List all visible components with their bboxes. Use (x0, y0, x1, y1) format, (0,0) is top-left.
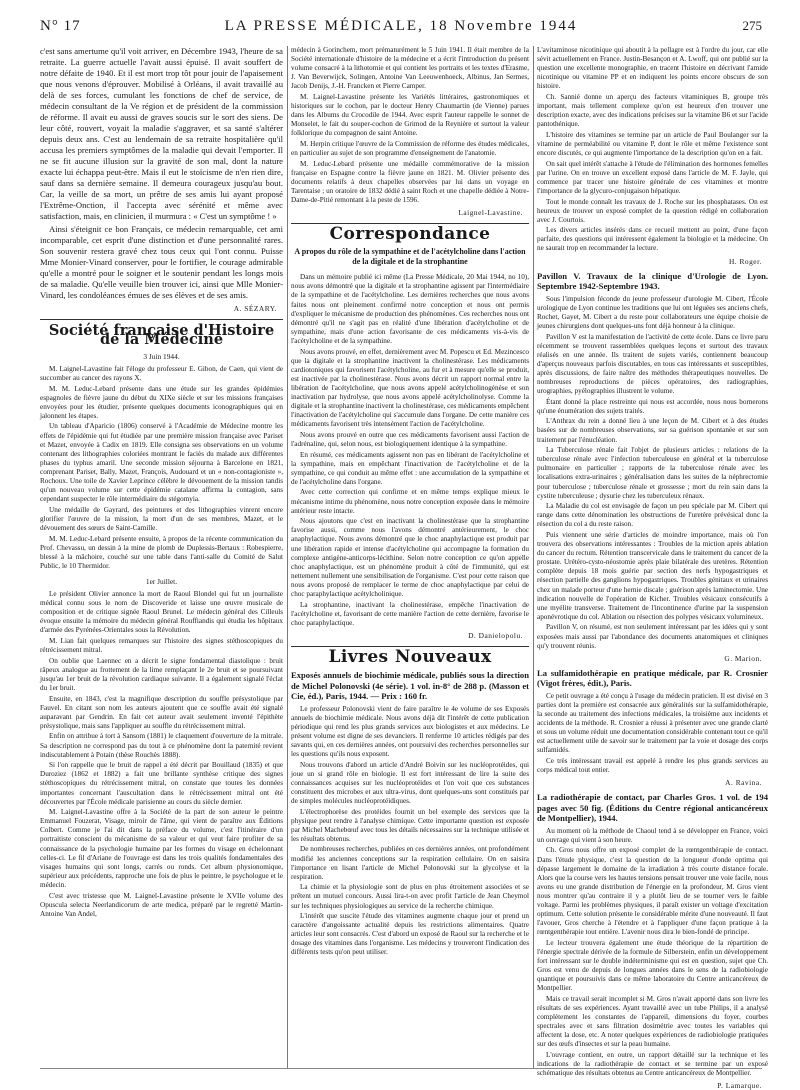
minutes-paragraph: M. Laignel-Lavastine présente les Variétés littéraires, gastronomiques et historiques sur le cochon, par le docteur Henry Chaumartin (de Vienne) parues dans les Albums du Crocodile de 1944. Avec esprit l'auteur rappelle le sonnet de Monselet, le fait du souper-cochon de Grimod de la Reynière et surtout la valeur folklorique du compagnon de saint Antoine. (291, 92, 529, 138)
review-paragraph: La Tuberculose rénale fait l'objet de plusieurs articles : relations de la tuberculose rénale avec l'infection tuberculeuse en général et la tuberculose pulmonaire en particulier ; rapports de la tuberculose rénale avec les localisations extra-urinaires ; généralisation dans les suites de la néphrectomie pour tuberculose ; tuberculose rénale et grossesse ; mort du rein sain dans la cystite tuberculeuse ; dysurie chez les tuberculeux rénaux. (537, 446, 768, 500)
minutes-paragraph: Enfin on attribue à tort à Sansom (1881) le claquement d'ouverture de la mitrale. Sa description ne correspond pas du tout à ce phénomène dont la paternité revient indiscutablement à Potain (thèse Rouchès 1888). (40, 732, 283, 759)
letter-paragraph: Nous avons prouvé, en effet, dernièrement avec M. Popescu et Ed. Mezincesco que la digitale et la strophantine inactivent la cholinestérase. Les médicaments cardiotoniques qui favorisent l'acétylcholine, au fur et à mesure qu'elle se produit, est inactivée par la cholinestérase. Nous avons décrit un rapport normal entre la libération de l'acétylcholine, que nous avons appelé acétylcholinogénèse et son inactivation par hydrolyse, que nous avons appelé acétylcholinolyse. Comme la digitale et la strophantine inactivent la cholinestérase, ces médicaments empêchent l'inactivation de l'acétylcholine qui s'accumule dans l'organe. De cette manière ces médicaments favorisent très intensément l'action de l'acétylcholine. (291, 347, 529, 429)
minutes-paragraph: Un tableau d'Aparicio (1806) conservé à l'Académie de Médecine montre les effets de l'épidémie qui fut étudiée par une première mission française avec Pariset et Mazet, envoyée à Cadix en 1819. Elle consigna ses observations en un volume contenant des lithographies coloriées montrant le faciès du malade aux différentes phases du typhus amaril. Une seconde mission séjourna à Barcelone en 1821, comprenant Pariset, Bally, Mazet, François, Audouard et un « non-contagioniste », Rochoux. Une toile de Xavier Leprince célèbre le dévouement de la mission tandis qu'un nouveau volume sur cette épidémie catalane affirma la contagion, sans cependant suspecter le rôle intermédiaire du stégomyia. (40, 422, 283, 504)
letter-paragraph: Nous ajoutons que c'est en inactivant la cholinestérase que la strophantine favorise aussi, comme nous l'avons démontré antérieurement, le choc anaphylactique. Nous avons démontré que le choc anaphylactique est produit par une libération rapide et intense d'acétylcholine qui accompagne la formation du complexe antigène-anticorps-lécithine. Selon notre conception ce qu'on appelle choc anaphylactique, est un phénomène produit à côté de l'immunité, qui est nettement nullement une sensibilisation de l'organisme. C'est pour cette raison que nous avons proposé de remplacer le terme de choc anaphylactique par celui de choc paraphylactique acétylcholinique. (291, 517, 529, 598)
minutes-paragraph: M. Laignel-Lavastine offre à la Société de la part de son auteur le peintre Emmanuel Fouzerat, Visage, miroir de l'âme, qui vient de paraître aux Éditions Colbert. Comme je l'ai dit dans la préface du volume, c'est l'itinéraire d'un portraitiste conscient du mécanisme de sa valeur et qui veut faire profiter de sa connaissance de la psychologie humaine par les formes du visage en échelonnant celles-ci. Le fil d'Ariane de l'ouvrage est dans les trois qualités fondamentales des visages humains qui sont longs, carrés ou ronds. Cet album physionomique, supérieur aux précédents, rapproche une fois de plus le peintre, le psychologue et le médecin. (40, 808, 283, 889)
letter-paragraph: Avec cette correction qui confirme et en même temps explique mieux le mécanisme intime du phénomène, nous notre conception exposée dans le mémoire antérieur reste intacte. (291, 488, 529, 515)
review-signature: H. Roger. (728, 256, 762, 266)
letter-paragraph: Nous avons prouvé en outre que ces médicaments favorisent aussi l'action de l'adrénaline, qui, selon nous, est biologiquement identique à la sympathine. (291, 430, 529, 448)
section-rule (40, 319, 283, 320)
letter-paragraph: La strophantine, inactivant la cholinestérase, empêche l'inactivation de l'acétylcholine et, favorisant de cette manière l'action de cette dernière, favorise le choc paraphylactique. (291, 600, 529, 627)
section-title-livres: Livres Nouveaux (328, 646, 492, 667)
review-paragraph: Ch. Sannié donne un aperçu des facteurs vitaminiques B, groupe très important, mais tellement complexe qu'on est heureux d'en trouver une description exacte, avec des indications précises sur la vitamine B6 et sur l'acide pantothénique. (537, 92, 769, 129)
column-3 (537, 46, 769, 1090)
review-paragraph: Étant donné la place restreinte qui nous est accordée, nous nous bornerons qu'une énumération des sujets traités. (537, 397, 768, 415)
review-paragraph: L'intérêt que suscite l'étude des vitamines augmente chaque jour et prend un caractère d'angoissante actualité depuis les restrictions alimentaires. Quatre articles leur sont consacrés. C'est d'abord un exposé de Raoul sur la recherche et le dosage des vitamines dans l'organisme. Les médecins y trouveront l'indication des différents tests qu'on peut utiliser. (291, 912, 529, 957)
session-date: 3 Juin 1944. (143, 351, 180, 361)
obituary-paragraph: Ainsi s'éteignit ce bon Français, ce médecin remarquable, cet ami incomparable, cet esprit d'une distinction et d'une personnalité rares. Son souvenir restera gravé chez tous ceux qui l'ont connu. Puisse Mme Monier-Vinard conserver, pour le fortifier, le courage admirable qu'elle a montré pour le soigner et le soutenir pendant les longs mois de sa maladie. Qu'elle veuille bien trouver ici, ainsi que Mlle Monier-Vinard, les condoléances émues de ses élèves et de ses amis. (40, 223, 283, 300)
letter-subtitle: A propos du rôle de la sympathine et de l'acétylcholine dans l'action de la digitale et de la strophantine (294, 247, 526, 267)
review-paragraph: Pavillon V, on résumé, est non seulement intéressant par les idées qui y sont exposées mais aussi par l'abondance des documents anatomiques et cliniques qu'y trouvent réunis. (537, 623, 768, 650)
review-paragraph: Sous l'impulsion féconde du jeune professeur d'urologie M. Cibert, l'École urologique de Lyon continue les traditions que lui ont léguées ses anciens chefs, Rochet, Gayet, M. Cibert a du reste pour collaborateurs une équipe choisie de jeunes chirurgiens dont quelques-uns font déjà honneur à la clinique. (537, 294, 768, 330)
review-paragraph: L'avitaminose nicotinique qui aboutit à la pellagre est à l'ordre du jour, car elle sévit actuellement en France. Justin-Besançon et A. Lwoff, qui ont publié sur la question une excellente monographie, en tracent l'histoire en décrivant l'amide nicotinique ou vitamine PP et en indiquent les points encore obscurs de son histoire. (537, 46, 768, 91)
review-paragraph: On sait quel intérêt s'attache à l'étude de l'élimination des hormones femelles par l'urine. On en trouve un excellent exposé dans l'article de M. F. Jayle, qui commence par tracer une histoire générale de ces vitamines et montre l'importance de la glycuro-conjugaison hépatique. (537, 159, 768, 195)
journal-title: LA PRESSE MÉDICALE, 18 Novembre 1944 (224, 18, 578, 34)
book-title: Exposés annuels de biochimie médicale, publiés sous la direction de Michel Polonovski (4e série). 1 vol. in-8° de 288 p. (Masson et Cie, éd.), Paris, 1944. — Prix : 160 fr. (291, 670, 529, 702)
column-2 (291, 46, 529, 1076)
review-paragraph: Au moment où la méthode de Chaoul tend à se développer en France, voici un ouvrage qui vient à son heure. (537, 826, 768, 844)
review-paragraph: La chimie et la physiologie sont de plus en plus étroitement associées et se prêtent un mutuel concours. Aussi lira-t-on avec profit l'article de Jean Cheymol sur les techniques physiologiques au service de la recherche chimique. (291, 883, 529, 910)
book-title: La sulfamidothérapie en pratique médicale, par R. Crosnier (Vigot frères, édit.), Paris. (537, 667, 768, 689)
review-paragraph: La Maladie du col est envisagée de façon un peu spéciale par M. Cibert qui range dans cette dénomination les obstructions de l'uretère prévésical donc la résection du col a du reste raison. (537, 502, 768, 529)
review-paragraph: Le professeur Polonovski vient de faire paraître le 4e volume de ses Exposés annuels de biochimie médicale. Nous avons déjà dit l'intérêt de cette publication périodique qui rend les plus grands services aux biologistes et aux médecins. Le présent volume est digne de ses devanciers. Il renferme 10 articles rédigés par des savants qui, en ces dernières années, ont poursuivi des recherches personnelles sur les questions qu'ils nous exposent. (291, 704, 529, 758)
minutes-paragraph: Une médaille de Gayrard, des peintures et des lithographies vinrent encore glorifier l'œuvre de la mission, la mort d'un de ses membres, Mazet, et le dévouement des sœurs de Saint-Camille. (40, 505, 283, 532)
session-date: 1er Juillet. (145, 576, 178, 586)
review-paragraph: Le lecteur trouvera également une étude théorique de la répartition de l'énergie spectrale dérivée de la formule de Silberstein, enfin un développement fort intéressant sur le double indéterminisme qui est en question, sujet que Ch. Gros est venu de depuis de longues années dans le sens de la radiobiologie quantique et poursuivis dans ce même laboratoire du Centre anticancéreux de Montpellier. (537, 938, 768, 993)
review-paragraph: Tout le monde connaît les travaux de J. Roche sur les phosphatases. On est heureux de trouver un exposé complet de la question rédigé en collaboration avec J. Courtois. (537, 197, 768, 224)
minutes-paragraph: M. Herpin critique l'œuvre de la Commission de réforme des études médicales, en particulier au sujet de son programme d'enseignement de l'anatomie. (291, 139, 529, 158)
minutes-paragraph: M. M. Leduc-Lebard présente ensuite, à propos de la récente communication du Prof. Chevassu, un dessin à la mine de plomb de Duplessis-Bertaux : Robespierre, blessé à la mâchoire, couché sur une table dans l'anti-salle du Comité de Salut Public, le 10 Thermidor. (40, 534, 283, 570)
review-signature: G. Marion. (724, 653, 762, 663)
review-paragraph: Nous trouvons d'abord un article d'André Boivin sur les nucléoprotéides, qui joue un si grand rôle en biologie. Il est fort intéressant de lire la suite des connaissances acquises sur les nucléoprotéides et l'on voit que ces substances constituent des microbes et aux ultra-virus, dont quelques-uns sont constitués par de simples molécules nucléoprotéidiques. (291, 760, 529, 805)
obituary-signature: A. SÉZARY. (233, 303, 277, 313)
review-paragraph: L'Anthrax du rein a donné lieu à une leçon de M. Cibert et à des études basées sur de nombreuses observations, sur sa guérison spontanée et sur son traitement par l'énucléation. (537, 417, 768, 444)
column-divider (287, 46, 288, 1068)
minutes-paragraph: Si l'on rappelle que le bruit de rappel a été décrit par Bouillaud (1835) et que Duroziez (1862 et 1882) a fait une brillante synthèse critique des signes stéthoscopiques du rétrécissement mitral, on constate que toutes les données importantes concernant l'auscultation dans le rétrécissement mitral ont été découvertes par l'École médicale parisienne au cours du siècle dernier. (40, 761, 283, 806)
review-paragraph: Ch. Gros nous offre un exposé complet de la rœntgenthérapie de contact. Dans l'étude physique, c'est la question de la longueur d'onde optima qui dépasse largement le domaine de la irradiation à très courte distance focale. Alors que la course vers les hautes tensions pensait trouver une voie facile, nous avons eu une grande distribution de l'énergie en la profondeur, M. Gros vient nous montrer qu'au contraire il y a plutôt lieu de se tourner vers le faible voltage. Parmi les problèmes physiques, il paraît exister un voltage d'excitation optimum. Cette solution présente le considérable mérite d'une nouveauté. Il faut l'avouer, Gros cherche à l'étendre et à l'appliquer d'une façon pratique à la rœntgenthérapie tout entière. L'avenir nous dira le bien-fondé de principe. (537, 846, 768, 937)
review-paragraph: Ce petit ouvrage a été conçu à l'usage du médecin praticien. Il est divisé en 3 parties dont la première est consacrée aux généralités sur la sulfamidothérapie, la seconde au traitement des infections médicales, la troisième aux incidents et accidents de la méthode. R. Crosnier a réussi à présenter avec une grande clarté et sous un volume réduit une documentation considérable contenant tout ce qu'il est actuellement utile de savoir sur le traitement par la voie et dosage des corps sulfamidés. (537, 691, 768, 755)
review-paragraph: De nombreuses recherches, publiées en ces dernières années, ont profondément modifié les anciennes conceptions sur la respiration cellulaire. On en saisira l'importance en lisant l'article de Michel Polonovski sur la glycolyse et la respiration. (291, 845, 529, 881)
review-paragraph: Pavillon V est la manifestation de l'activité de cette école. Dans ce livre paru récemment se trouvent rassemblées quelques leçons et surtout des travaux réalisés en une année. Ils traitent de sujets variés, contiennent beaucoup d'aperçus nouveaux parfois discutables, en tous cas intéressants et susceptibles, après discussions, de faire naître des méthodes thérapeutiques nouvelles. De nombreuses reproductions de pièces opératoires, des radiographies, urographies, pyélographies illustrent le volume. (537, 332, 768, 396)
review-paragraph: Puis viennent une série d'articles de moindre importance, mais où l'on trouvera des observations intéressantes : Troubles de la miction après ablation du cancer du rectum. Rétention transcervicale dans le traitement du cancer de la prostate. Urétéro-cysto-néostomie après plaie bilatérale des uretères. Rétention complète depuis 18 mois guérie par section des nerfs hypogastriques et résection partielle des ganglions hypogastriques. Troubles génitaux et urinaires chez un malade porteur d'une hernie discale ; guérison après laminectomie. Une indication nouvelle de l'opération de Kicher. Troubles vésicaux consécutifs à une myélite transverse. Traitement de l'incontinence d'urine par la suspension aponévrotique du col. Ablation ou résection des polypes vésicaux volumineux. (537, 531, 768, 621)
page-number: 275 (742, 18, 762, 33)
minutes-signature: Laignel-Lavastine. (458, 208, 523, 218)
review-paragraph: L'histoire des vitamines se termine par un article de Paul Boulanger sur la vitamine de perméabilité ou vitamine P, dont le rôle et même l'existence sont encore discutés, ce qui augmente l'importance de la description qu'on en a fait. (537, 130, 768, 158)
review-paragraph: Ce très intéressant travail est appelé à rendre les plus grands services au corps médical tout entier. (537, 756, 768, 775)
bottom-rule (40, 1068, 762, 1069)
book-title: La radiothérapie de contact, par Charles Gros. 1 vol. de 194 pages avec 50 fig. (Éditions du Centre régional anticancéreux de Montpellier), 1944. (537, 792, 768, 824)
column-divider (533, 46, 534, 1068)
minutes-paragraph: Ensuite, en 1843, c'est la magnifique description du souffle présystolique par Fauvel. En citant son nom les auteurs ajoutent que ce souffle avait été signalé auparavant par Gendrin. En fait cet auteur avait seulement inventé l'épithète présystolique, mais sans l'appliquer au souffle du rétrécissement mitral. (40, 694, 283, 730)
letter-paragraph: En résumé, ces médicaments agissent non pas en libérant de l'acétylcholine et la sympathine, mais en empêchant l'inactivation de l'acétylcholine et de la sympathine, ce qui conduit au même effet : une accumulation de la sympathine et de l'acétylcholine dans l'organe. (291, 450, 529, 486)
review-paragraph: L'électrophorèse des protéides fournit un bel exemple des services que la physique peut rendre à l'analyse chimique. Cette importante question est exposée par Michel Machebœuf avec tous les détails nécessaires sur la technique utilisée et les résultats obtenus. (291, 807, 529, 843)
book-title: Pavillon V. Travaux de la clinique d'Urologie de Lyon. Septembre 1942-Septembre 1943. (537, 270, 768, 292)
minutes-paragraph: médecin à Gorinchem, mort prématurément le 5 Juin 1941. Il était membre de la Société internationale d'histoire de la médecine et a écrit l'introduction du présent volume consacré à la lithotomie et qui contient les portraits et les textes d'Erasme, J. Van Beverwijck, Solingen, Antoine Van Leeuwenhoeck, Albinus, Jan Sermes, Jacob Denijs, J.-H. Francken et Pierre Camper. (291, 46, 529, 91)
section-title-correspondance: Correspondance (329, 224, 491, 245)
minutes-paragraph: M. Leduc-Lebard présente une médaille commémorative de la mission française en Espagne contre la fièvre jaune en 1821. M. Olivier présente des documents relatifs à deux chapelles observées par lui dans un voyage en Tarentaise ; un oratoire de 1832 dédié à saint Roch et une chapelle dédiée à Notre-Dame-de-Pitié remontant à la peste de 1596. (291, 159, 529, 204)
minutes-paragraph: M. Lian fait quelques remarques sur l'histoire des signes stéthoscopiques du rétrécissement mitral. (40, 637, 283, 655)
minutes-paragraph: M. Laignel-Lavastine fait l'éloge du professeur E. Gibon, de Caen, qui vient de succomber au cancer des rayons X. (40, 364, 283, 382)
column-1 (40, 46, 283, 1076)
page-label: N° 17 (40, 18, 81, 34)
minutes-paragraph: On oublie que Laennec en a décrit le signe fondamental diastolique : bruit râpeux analogue au frottement de la lime remplaçant le 2e bruit et se poursuivant jusqu'au 1er bruit de la révolution cardiaque suivante. Il a également signalé l'éclat du 1er bruit. (40, 656, 283, 692)
review-signature: A. Ravina. (725, 778, 762, 788)
review-paragraph: Mais ce travail serait incomplet si M. Gros n'avait apporté dans son livre les résultats de ses expériences. Ayant travaillé avec un tube Philips, il a analysé complètement les constantes de l'appareil, dimensions du foyer, courbes spectrales avec et sans filtration dosimétrie avec toutes les variables qui affectent la dose, etc. A noter quelques expériences de radiobiologie pratiquées sur des œufs d'insectes et sur la peau humaine. (537, 994, 768, 1049)
minutes-paragraph: M. M. Leduc-Lebard présente dans une étude sur les grandes épidémies espagnoles de fièvre jaune du début du XIXe siècle et sur les missions françaises envoyées pour les étudier, présente quelques documents iconographiques qui en jalonnent les étapes. (40, 384, 283, 420)
letter-signature: D. Danielopolu. (468, 630, 523, 640)
review-paragraph: L'ouvrage contient, en outre, un rapport détaillé sur la technique et les indications de la radiothérapie de contact et se termine par un exposé schématique des résultats obtenus au Centre anticancéreux de Montpellier. (537, 1051, 768, 1078)
letter-paragraph: Dans un mémoire publié ici même (La Presse Médicale, 20 Mai 1944, no 10), nous avons démontré que la digitale et la strophantine agissent par l'intermédiaire de la sympathine et de l'acétylcholine. Les dernières recherches que nous avons faites nous ont pleinement confirmé notre conception et nous ont permis d'expliquer le mécanisme de production des phénomènes. Ces recherches nous ont démontré qu'il ne s'agit pas en réalité d'une libération d'acétylcholine et de sympathine, mais d'une action favorisante de ces médicaments vis-à-vis de l'acétylcholine et de la sympathine. (291, 273, 529, 345)
page-header (40, 18, 762, 42)
review-signature: P. Lamarque. (717, 1081, 762, 1090)
section-title-societe: Société française d'Histoire de la Médecine (48, 321, 275, 348)
minutes-paragraph: Le président Olivier annonce la mort de Raoul Blondel qui fut un journaliste médical connu sous le nom de Discoveride et laisse une œuvre musicale de composition et de critique signée Raoul Brunel. Le médecin général des Cilleuls évoque ensuite la mémoire du médecin général Rouffiandis qui étudia les hôpitaux d'armée des Pyrénées-Orientales sous la Révolution. (40, 590, 283, 635)
minutes-paragraph: C'est avec tristesse que M. Laignel-Lavastine présente le XVIIe volume des Opuscula selecta Neerlandicorum de arte medica, préparé par le regretté Martin-Antoine Van Andel, (40, 891, 283, 918)
review-paragraph: Les divers articles insérés dans ce recueil mettent au point, d'une façon parfaite, des questions qui intéressent également la biologie et la médecine. On ne saurait trop en recommander la lecture. (537, 226, 768, 253)
obituary-paragraph: c'est sans amertume qu'il voit arriver, en Décembre 1943, l'heure de sa retraite. La guerre actuelle l'avait aussi épuisé. Il avait souffert de notre défaite de 1940. Et il est mort trop tôt pour jouir de l'apaisement que nous venons d'éprouver. Mobilisé à Orléans, il avait travaillé au delà de ses forces, cumulant les fonctions de chef de service, de médecin consultant de la Ve région et de président de la commission de réforme. Il avait eu aussi de graves soucis sur le sort des siens. De leur côté, rouvert, voyait la maladie s'aggraver, et sa santé s'altérer depuis deux ans. C'est au lendemain de sa retraite hospitalière qu'il accusa les premiers symptômes de la maladie qui devait l'emporter. Il ne se fit aucune illusion sur la gravité de son mal, dont la nature exacte lui échappa peut-être. Mais il eut le stoïcisme de n'en rien dire, sauf dans sa dernière semaine. Il demeura courageux jusqu'au bout. Car, la veille de sa mort, un prêtre de ses amis lui ayant proposé l'Extrême-Onction, il l'accepta avec sérénité et même avec satisfaction, mais, en clinicien, il murmura : « C'est un symptôme ! » (40, 46, 283, 221)
